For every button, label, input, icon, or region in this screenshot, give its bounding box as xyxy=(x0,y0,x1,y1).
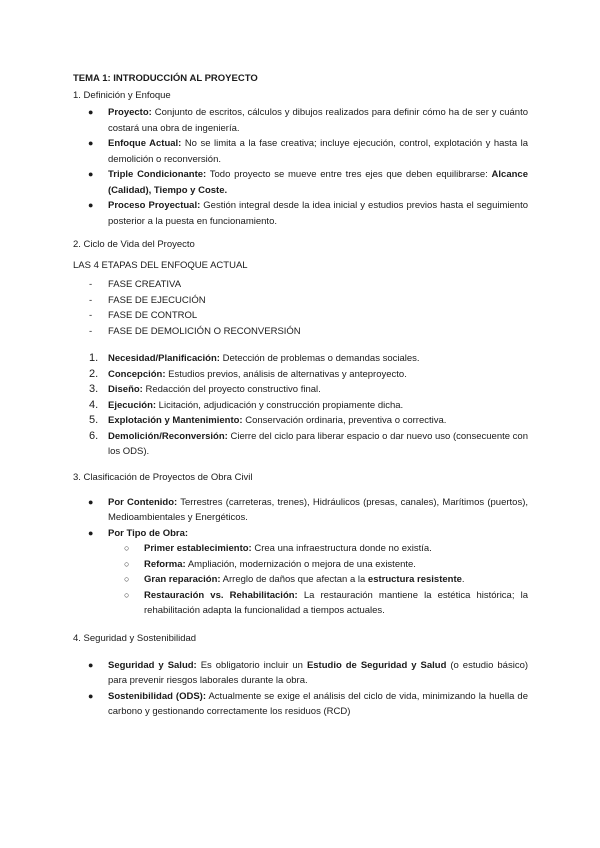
safety-list xyxy=(73,658,528,720)
dash-icon: - xyxy=(89,325,93,337)
phase-label: FASE DE EJECUCIÓN xyxy=(108,294,206,306)
item-text: Conjunto de escritos, cálculos y dibujos realizados para definir cómo ha de ser y cuánto costará una obra de ingeniería. xyxy=(108,107,528,134)
sub-list-item xyxy=(108,572,528,588)
item-text: Terrestres (carreteras, trenes), Hidráulicos (presas, canales), Marítimos (puertos), Medioambientales y Energéticos. xyxy=(108,496,528,523)
item-term: Por Tipo de Obra: xyxy=(108,527,189,539)
item-text: Arreglo de daños que afectan a la xyxy=(220,574,368,585)
item-term: Primer establecimiento: xyxy=(144,543,252,554)
step-list xyxy=(73,351,528,460)
classification-list xyxy=(73,495,528,619)
item-term: Por Contenido: xyxy=(108,496,178,508)
document-page xyxy=(73,73,528,730)
item-term: Ejecución: xyxy=(108,399,157,411)
phase-list xyxy=(73,277,528,339)
list-item xyxy=(73,308,528,324)
item-emphasis: Alcance (Calidad), Tiempo y Coste. xyxy=(108,169,528,196)
item-text: Estudios previos, análisis de alternativas y anteproyecto. xyxy=(165,368,407,380)
circle-bullet-icon: ○ xyxy=(124,543,130,553)
phase-label: FASE CREATIVA xyxy=(108,279,182,290)
item-emphasis: Estudio de Seguridad y Salud xyxy=(306,659,447,671)
list-item xyxy=(73,367,528,383)
list-item xyxy=(73,382,528,398)
section-heading: 3. Clasificación de Proyectos de Obra Civil xyxy=(73,471,253,483)
list-item xyxy=(73,167,528,198)
list-item xyxy=(73,398,528,414)
list-item xyxy=(73,429,528,460)
item-text: La restauración mantiene la estética histórica; la rehabilitación adapta la funcionalidad a tiempos actuales. xyxy=(144,589,528,616)
item-term: Sostenibilidad (ODS): xyxy=(108,690,206,702)
phase-label: FASE DE CONTROL xyxy=(108,310,198,321)
list-item xyxy=(73,277,528,293)
list-item xyxy=(73,351,528,367)
dash-icon: - xyxy=(89,294,93,306)
step-number: 2. xyxy=(89,367,99,380)
list-item xyxy=(73,413,528,429)
item-text: (o estudio básico) para prevenir riesgos laborales durante la obra. xyxy=(108,659,529,686)
item-term: Demolición/Reconversión: xyxy=(108,430,228,442)
bullet-icon: ● xyxy=(88,138,94,148)
section-heading: 2. Ciclo de Vida del Proyecto xyxy=(73,239,195,250)
list-item xyxy=(73,105,528,136)
list-item xyxy=(73,689,528,720)
item-term: Proyecto: xyxy=(108,107,152,118)
item-text: Licitación, adjudicación y construcción propiamente dicha. xyxy=(156,399,404,411)
step-number: 4. xyxy=(89,398,99,411)
item-text: Es obligatorio incluir un xyxy=(196,659,307,671)
bullet-icon: ● xyxy=(88,659,94,670)
dash-icon: - xyxy=(89,310,93,321)
sub-list xyxy=(108,541,528,619)
list-item xyxy=(73,324,528,340)
bullet-icon: ● xyxy=(88,200,94,210)
list-item xyxy=(73,495,528,526)
item-text: Todo proyecto se mueve entre tres ejes que deben equilibrarse: xyxy=(206,169,492,180)
sub-list-item xyxy=(108,588,528,619)
list-item xyxy=(73,136,528,167)
item-term: Seguridad y Salud: xyxy=(108,659,197,671)
page-title: TEMA 1: INTRODUCCIÓN AL PROYECTO xyxy=(73,73,258,84)
step-number: 1. xyxy=(89,352,99,364)
subsection-heading: LAS 4 ETAPAS DEL ENFOQUE ACTUAL xyxy=(73,260,248,271)
step-number: 6. xyxy=(89,429,99,442)
bullet-icon: ● xyxy=(88,527,94,538)
item-text: Crea una infraestructura donde no existía. xyxy=(251,543,432,554)
section-heading: 4. Seguridad y Sostenibilidad xyxy=(73,632,197,644)
item-term: Triple Condicionante: xyxy=(108,169,207,180)
item-term: Enfoque Actual: xyxy=(108,138,182,149)
item-term: Explotación y Mantenimiento: xyxy=(108,415,243,426)
circle-bullet-icon: ○ xyxy=(124,558,130,569)
item-text: Gestión integral desde la idea inicial y estudios previos hasta el seguimiento posterior a la puesta en funcionamiento. xyxy=(108,200,528,227)
circle-bullet-icon: ○ xyxy=(124,589,130,600)
list-item xyxy=(73,658,528,689)
dash-icon: - xyxy=(89,279,93,290)
circle-bullet-icon: ○ xyxy=(124,574,130,584)
item-text: Detección de problemas o demandas sociales. xyxy=(219,353,420,364)
definition-list xyxy=(73,105,528,229)
item-term: Diseño: xyxy=(108,384,143,395)
phase-label: FASE DE DEMOLICIÓN O RECONVERSIÓN xyxy=(108,325,301,337)
item-term: Proceso Proyectual: xyxy=(108,200,201,211)
item-term: Gran reparación: xyxy=(144,574,221,585)
list-item xyxy=(73,293,528,309)
section-heading: 1. Definición y Enfoque xyxy=(73,90,171,101)
item-term: Necesidad/Planificación: xyxy=(108,353,220,364)
item-text: . xyxy=(461,574,465,585)
list-item xyxy=(73,198,528,229)
sub-list-item xyxy=(108,557,528,573)
item-text: Conservación ordinaria, preventiva o correctiva. xyxy=(242,415,447,426)
step-number: 5. xyxy=(89,414,99,426)
bullet-icon: ● xyxy=(88,496,94,507)
sub-list-item xyxy=(108,541,528,557)
item-text: Cierre del ciclo para liberar espacio o dar nuevo uso (consecuente con los ODS). xyxy=(108,430,528,457)
bullet-icon: ● xyxy=(88,169,94,179)
bullet-icon: ● xyxy=(88,107,94,117)
item-term: Reforma: xyxy=(144,558,186,570)
step-number: 3. xyxy=(89,383,99,395)
item-term: Restauración vs. Rehabilitación: xyxy=(144,589,298,601)
item-text: Ampliación, modernización o mejora de una existente. xyxy=(185,558,416,570)
item-text: No se limita a la fase creativa; incluye ejecución, control, explotación y hasta la demolición o reconversión. xyxy=(108,138,528,165)
list-item xyxy=(73,526,528,619)
item-emphasis: estructura resistente xyxy=(367,574,462,585)
item-text: Redacción del proyecto constructivo final. xyxy=(142,384,321,395)
item-term: Concepción: xyxy=(108,368,166,380)
item-text: Actualmente se exige el análisis del ciclo de vida, minimizando la huella de carbono y gestionando correctamente los residuos (RCD) xyxy=(108,690,529,717)
bullet-icon: ● xyxy=(88,690,94,701)
